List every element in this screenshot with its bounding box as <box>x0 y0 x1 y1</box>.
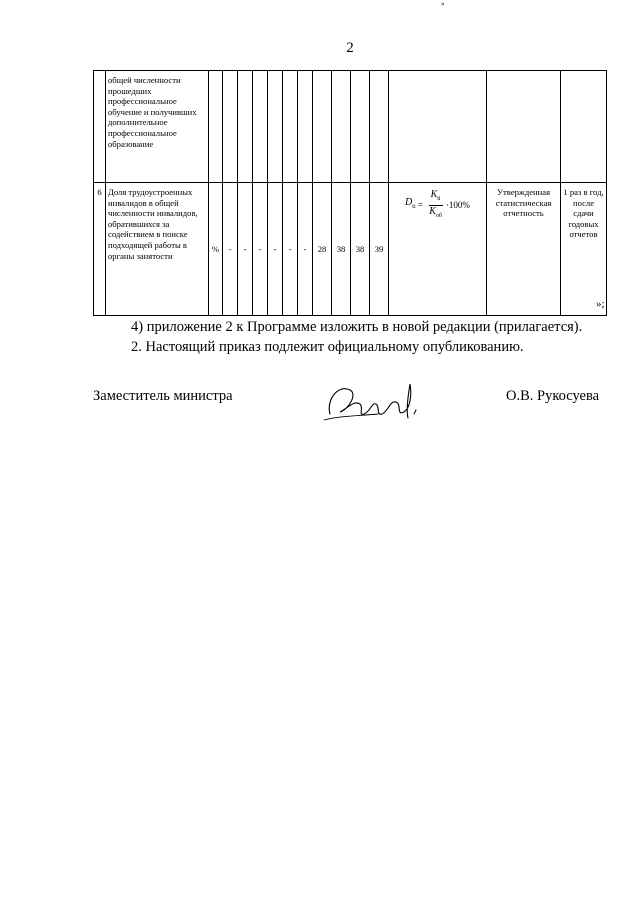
value-cell <box>223 71 238 183</box>
formula-lhs: $D_{ti}$ <box>405 197 416 211</box>
value-cell: 38 <box>332 183 351 316</box>
row-end-mark: »; <box>596 298 605 310</box>
value-cell: 28 <box>313 183 332 316</box>
unit-cell: % <box>209 183 223 316</box>
tick-mark: « <box>441 0 445 8</box>
value-cell: - <box>223 183 238 316</box>
value-cell <box>238 71 253 183</box>
paragraph-item4: 4) приложение 2 к Программе изложить в новой редакции (прилагается). <box>131 319 583 335</box>
value-cell <box>268 71 283 183</box>
unit-cell <box>209 71 223 183</box>
handwritten-signature <box>318 370 428 430</box>
value-cell: - <box>298 183 313 316</box>
table-row <box>94 183 607 316</box>
table-row <box>94 71 607 183</box>
formula-tail: ·100% <box>445 200 470 211</box>
formula: $D_{ti}$ = $\frac{K_{ti}}{K_{об}}$ ·100% <box>405 189 470 222</box>
value-cell: - <box>253 183 268 316</box>
value-cell: - <box>238 183 253 316</box>
source-cell <box>487 71 561 183</box>
value-cell: - <box>283 183 298 316</box>
value-cell: 39 <box>370 183 389 316</box>
formula-denominator: $K_{об}$ <box>429 206 442 219</box>
indicator-name: Доля трудоустроенных инвалидов в общей численности инвалидов, обратившихся за содействием в поиске подходящей работы в органы занятости <box>106 183 209 316</box>
indicators-table <box>93 70 607 316</box>
signer-name: О.В. Рукосуева <box>506 388 600 404</box>
page-number: 2 <box>346 40 354 56</box>
value-cell <box>351 71 370 183</box>
value-cell <box>298 71 313 183</box>
value-cell <box>253 71 268 183</box>
formula-fraction <box>427 189 444 222</box>
value-cell <box>313 71 332 183</box>
value-cell <box>332 71 351 183</box>
row-number <box>94 71 106 183</box>
formula-cell <box>389 71 487 183</box>
indicator-name: общей численности прошедших профессиональное обучение и получивших дополнительное профессиональное образование <box>106 71 209 183</box>
period-cell <box>561 71 607 183</box>
period-cell: 1 раз в год, после сдачи годовых отчетов <box>561 183 607 316</box>
value-cell: - <box>268 183 283 316</box>
source-cell: Утвержденная статистическая отчетность <box>487 183 561 316</box>
formula-numerator: $K_{ti}$ <box>429 189 443 206</box>
paragraph-item2: 2. Настоящий приказ подлежит официальному опубликованию. <box>131 339 524 355</box>
value-cell <box>370 71 389 183</box>
value-cell: 38 <box>351 183 370 316</box>
signer-title: Заместитель министра <box>93 388 233 404</box>
value-cell <box>283 71 298 183</box>
formula-cell <box>389 183 487 316</box>
row-number: 6 <box>94 183 106 316</box>
